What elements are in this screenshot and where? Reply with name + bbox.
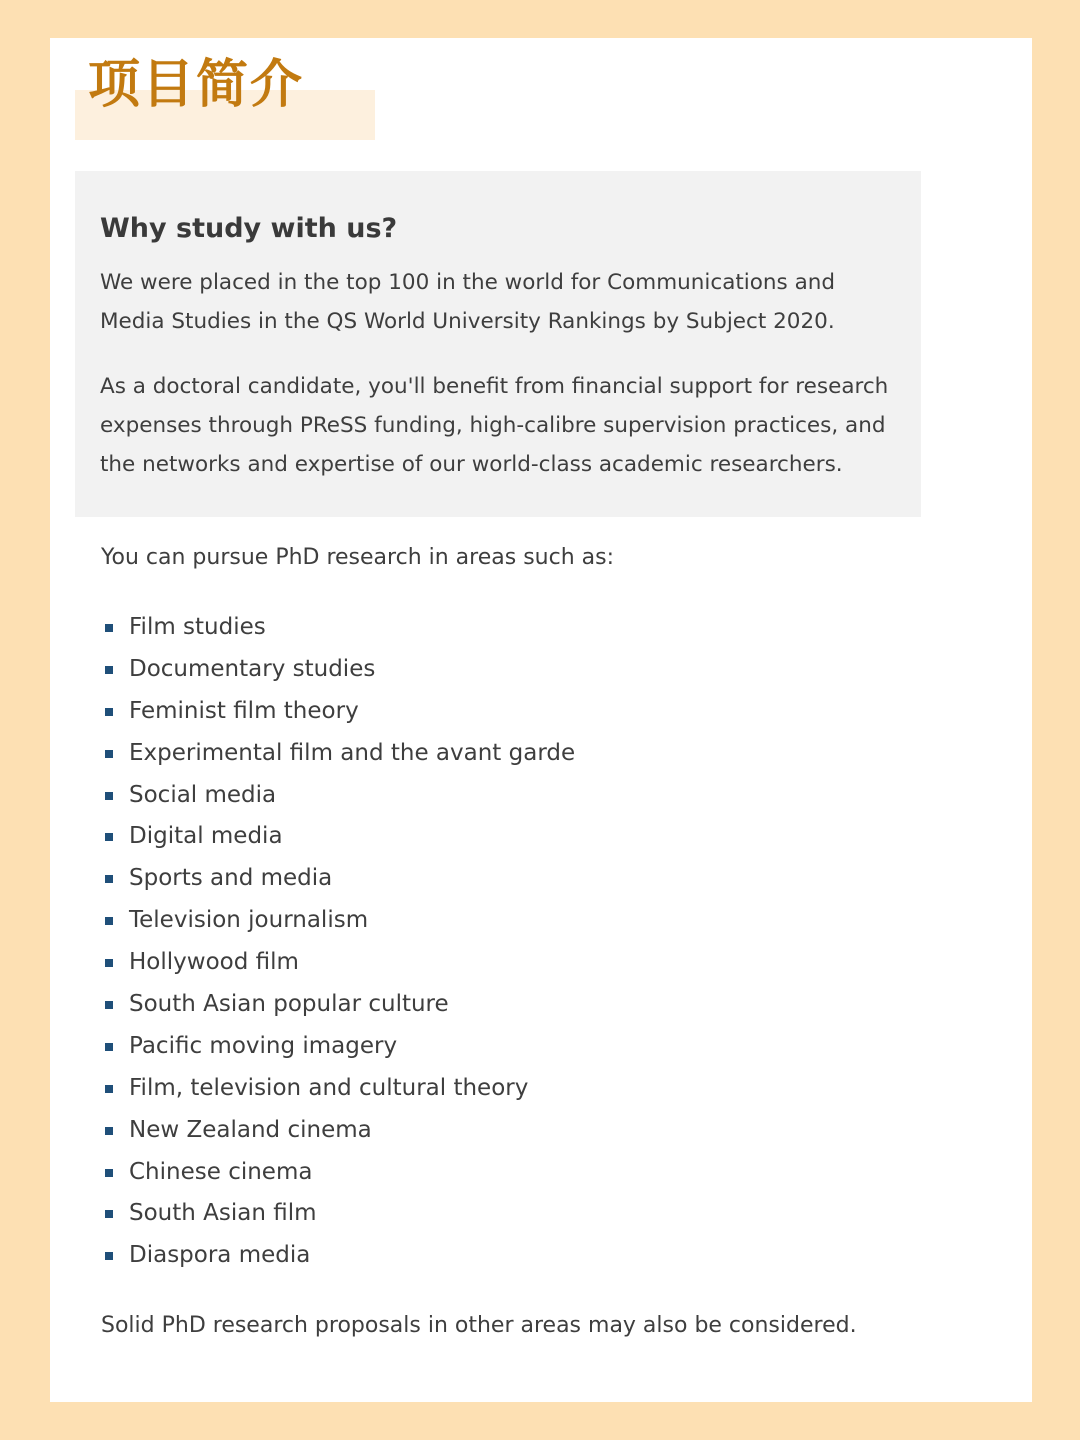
list-item-label: Television journalism — [129, 907, 369, 934]
list-item-label: Social media — [129, 781, 277, 808]
research-areas-list — [101, 608, 575, 1278]
list-item — [101, 1194, 575, 1236]
square-bullet-icon — [105, 959, 113, 967]
list-item-label: Diaspora media — [129, 1242, 311, 1269]
list-item — [101, 734, 575, 776]
list-item — [101, 1069, 575, 1111]
list-item — [101, 650, 575, 692]
square-bullet-icon — [105, 875, 113, 883]
list-item — [101, 608, 575, 650]
list-item-label: Film, television and cultural theory — [129, 1074, 529, 1101]
list-item-label: Chinese cinema — [129, 1158, 313, 1185]
square-bullet-icon — [105, 1252, 113, 1260]
page-title: 项目简介 — [88, 55, 305, 115]
square-bullet-icon — [105, 708, 113, 716]
list-item — [101, 1153, 575, 1195]
list-item-label: New Zealand cinema — [129, 1116, 372, 1143]
square-bullet-icon — [105, 917, 113, 925]
square-bullet-icon — [105, 1127, 113, 1135]
square-bullet-icon — [105, 1169, 113, 1177]
list-item-label: Film studies — [129, 614, 266, 640]
square-bullet-icon — [105, 792, 113, 800]
callout-heading: Why study with us? — [100, 213, 398, 244]
square-bullet-icon — [105, 1085, 113, 1093]
square-bullet-icon — [105, 1043, 113, 1051]
list-item-label: Sports and media — [129, 865, 333, 892]
list-item — [101, 776, 575, 818]
list-item — [101, 1111, 575, 1153]
list-item — [101, 943, 575, 985]
list-item — [101, 1027, 575, 1069]
list-item-label: Feminist film theory — [129, 697, 359, 724]
list-item — [101, 817, 575, 859]
benefits-paragraph: As a doctoral candidate, you'll benefit from financial support for research expenses through PReSS funding, high-calibre supervision practices, and the networks and expertise of our world-class academic researchers. — [100, 374, 889, 477]
list-item-label: Pacific moving imagery — [129, 1032, 398, 1059]
square-bullet-icon — [105, 1001, 113, 1009]
square-bullet-icon — [105, 666, 113, 674]
list-item — [101, 985, 575, 1027]
list-item-label: South Asian film — [129, 1200, 317, 1227]
list-item-label: South Asian popular culture — [129, 991, 449, 1018]
content-card — [50, 38, 1032, 1402]
square-bullet-icon — [105, 1210, 113, 1218]
square-bullet-icon — [105, 833, 113, 841]
list-item — [101, 859, 575, 901]
list-item-label: Experimental film and the avant garde — [129, 739, 576, 766]
square-bullet-icon — [105, 624, 113, 632]
list-item — [101, 901, 575, 943]
list-item-label: Documentary studies — [129, 655, 376, 682]
list-item — [101, 692, 575, 734]
list-item — [101, 1236, 575, 1278]
list-item-label: Digital media — [129, 823, 283, 850]
closing-note: Solid PhD research proposals in other areas may also be considered. — [101, 1313, 857, 1338]
research-areas-intro: You can pursue PhD research in areas such as: — [101, 545, 614, 570]
square-bullet-icon — [105, 750, 113, 758]
ranking-paragraph: We were placed in the top 100 in the world for Communications and Media Studies in the QS World University Rankings by Subject 2020. — [100, 270, 836, 334]
why-study-callout — [75, 171, 921, 517]
list-item-label: Hollywood film — [129, 949, 299, 976]
